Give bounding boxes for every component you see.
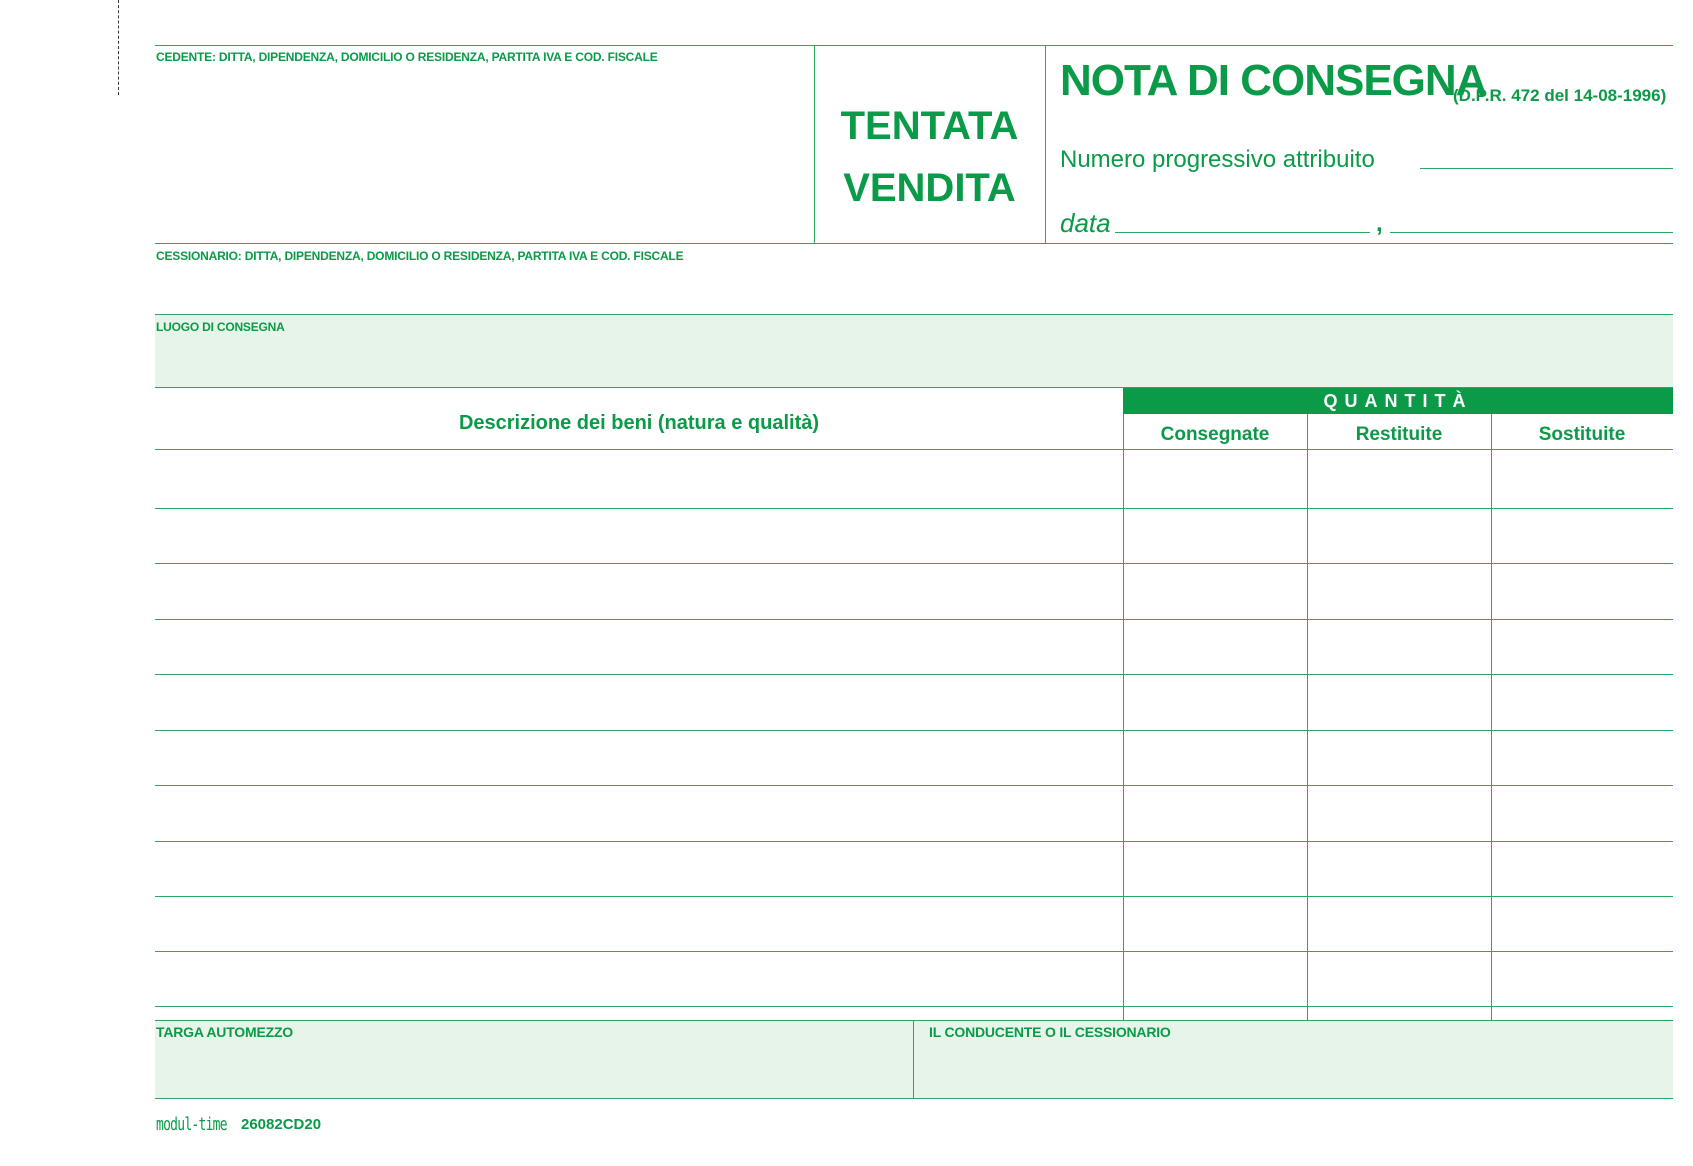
header-divider-2 — [1045, 45, 1046, 243]
col-divider-3 — [1491, 414, 1492, 1021]
tentata-vendita — [814, 95, 1045, 219]
dpr-reference: (D.P.R. 472 del 14-08-1996) — [1453, 86, 1667, 105]
cedente-label: CEDENTE: DITTA, DIPENDENZA, DOMICILIO O RESIDENZA, PARTITA IVA E COD. FISCALE — [156, 50, 658, 64]
vendita-text: VENDITA — [843, 166, 1016, 210]
footer-bottom-border — [155, 1098, 1673, 1099]
description-cell[interactable] — [155, 509, 1123, 563]
data-label: data — [1060, 208, 1111, 238]
data-field-2[interactable] — [1390, 232, 1673, 233]
description-cell[interactable] — [155, 786, 1123, 841]
description-cell[interactable] — [155, 620, 1123, 674]
tentata-text: TENTATA — [840, 104, 1019, 148]
numero-progressivo-field[interactable] — [1420, 168, 1673, 169]
description-cell[interactable] — [155, 952, 1123, 1006]
document-title: NOTA DI CONSEGNA — [1060, 56, 1487, 105]
col-consegnate: Consegnate — [1160, 424, 1270, 445]
col-divider-2 — [1307, 414, 1308, 1021]
cessionario-field[interactable] — [155, 251, 1673, 314]
form-code: 26082CD20 — [241, 1116, 322, 1133]
description-cell[interactable] — [155, 450, 1123, 507]
description-cell[interactable] — [155, 675, 1123, 730]
numero-progressivo-label: Numero progressivo attribuito — [1060, 146, 1375, 173]
description-header: Descrizione dei beni (natura e qualità) — [458, 412, 820, 434]
luogo-consegna-label: LUOGO DI CONSEGNA — [156, 320, 285, 334]
description-cell[interactable] — [155, 842, 1123, 896]
targa-automezzo-label: TARGA AUTOMEZZO — [156, 1024, 293, 1040]
top-border — [155, 45, 1673, 46]
perforation-line — [118, 0, 119, 95]
luogo-consegna-field[interactable] — [155, 315, 1673, 387]
conducente-label: IL CONDUCENTE O IL CESSIONARIO — [929, 1024, 1171, 1040]
luogo-top-border — [155, 314, 1673, 315]
description-cell[interactable] — [155, 564, 1123, 619]
col-restituite: Restituite — [1355, 424, 1443, 445]
col-divider-1 — [1123, 414, 1124, 1021]
quantity-header: QUANTITÀ — [1323, 391, 1473, 411]
description-cell[interactable] — [155, 897, 1123, 951]
col-sostituite: Sostituite — [1538, 424, 1626, 445]
data-field[interactable] — [1115, 232, 1370, 233]
header-bottom-border — [155, 243, 1673, 244]
cessionario-label: CESSIONARIO: DITTA, DIPENDENZA, DOMICILIO O RESIDENZA, PARTITA IVA E COD. FISCALE — [156, 249, 684, 263]
brand-logo: modul-time — [156, 1114, 227, 1135]
table-row-line — [155, 1006, 1673, 1007]
description-cell[interactable] — [155, 731, 1123, 785]
data-comma: , — [1376, 210, 1383, 237]
